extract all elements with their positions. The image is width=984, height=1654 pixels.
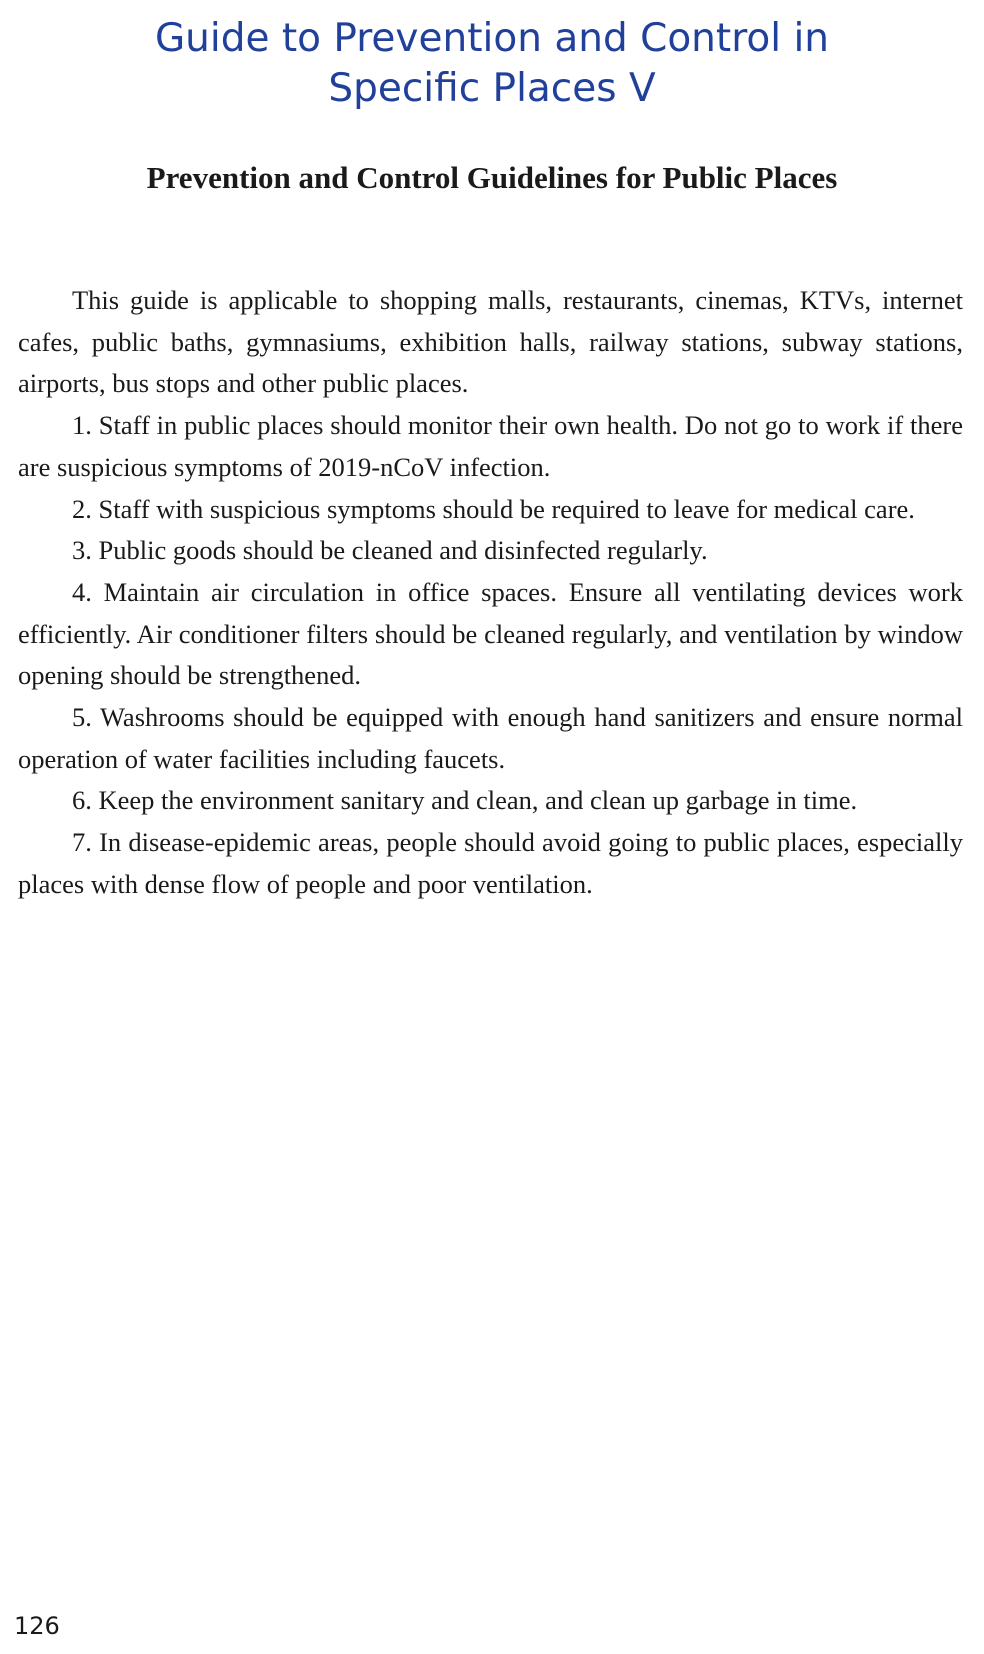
chapter-title — [60, 14, 924, 114]
body-text — [18, 280, 963, 906]
guideline-item-5: 5. Washrooms should be equipped with enough hand sanitizers and ensure normal operation of water facilities including faucets. — [18, 702, 963, 774]
guideline-item-3: 3. Public goods should be cleaned and disinfected regularly. — [72, 535, 708, 566]
section-title: Prevention and Control Guidelines for Public Places — [146, 160, 838, 195]
guideline-item-6: 6. Keep the environment sanitary and clean, and clean up garbage in time. — [72, 785, 858, 816]
guideline-item-7: 7. In disease-epidemic areas, people should avoid going to public places, especially places with dense flow of people and poor ventilation. — [18, 827, 963, 899]
intro-paragraph: This guide is applicable to shopping malls, restaurants, cinemas, KTVs, internet cafes, public baths, gymnasiums, exhibition halls, railway stations, subway stations, airports, bus stops and other public places. — [18, 285, 963, 399]
chapter-title-line-2: Specific Places V — [328, 66, 656, 111]
guideline-item-1: 1. Staff in public places should monitor their own health. Do not go to work if there are suspicious symptoms of 2019-nCoV infection. — [18, 410, 963, 482]
page-number: 126 — [14, 1612, 60, 1640]
guideline-item-4: 4. Maintain air circulation in office spaces. Ensure all ventilating devices work efficiently. Air conditioner filters should be cleaned regularly, and ventilation by window opening should be strengthened. — [18, 576, 963, 691]
guideline-item-2: 2. Staff with suspicious symptoms should be required to leave for medical care. — [72, 493, 915, 524]
chapter-title-line-1: Guide to Prevention and Control in — [154, 16, 830, 61]
